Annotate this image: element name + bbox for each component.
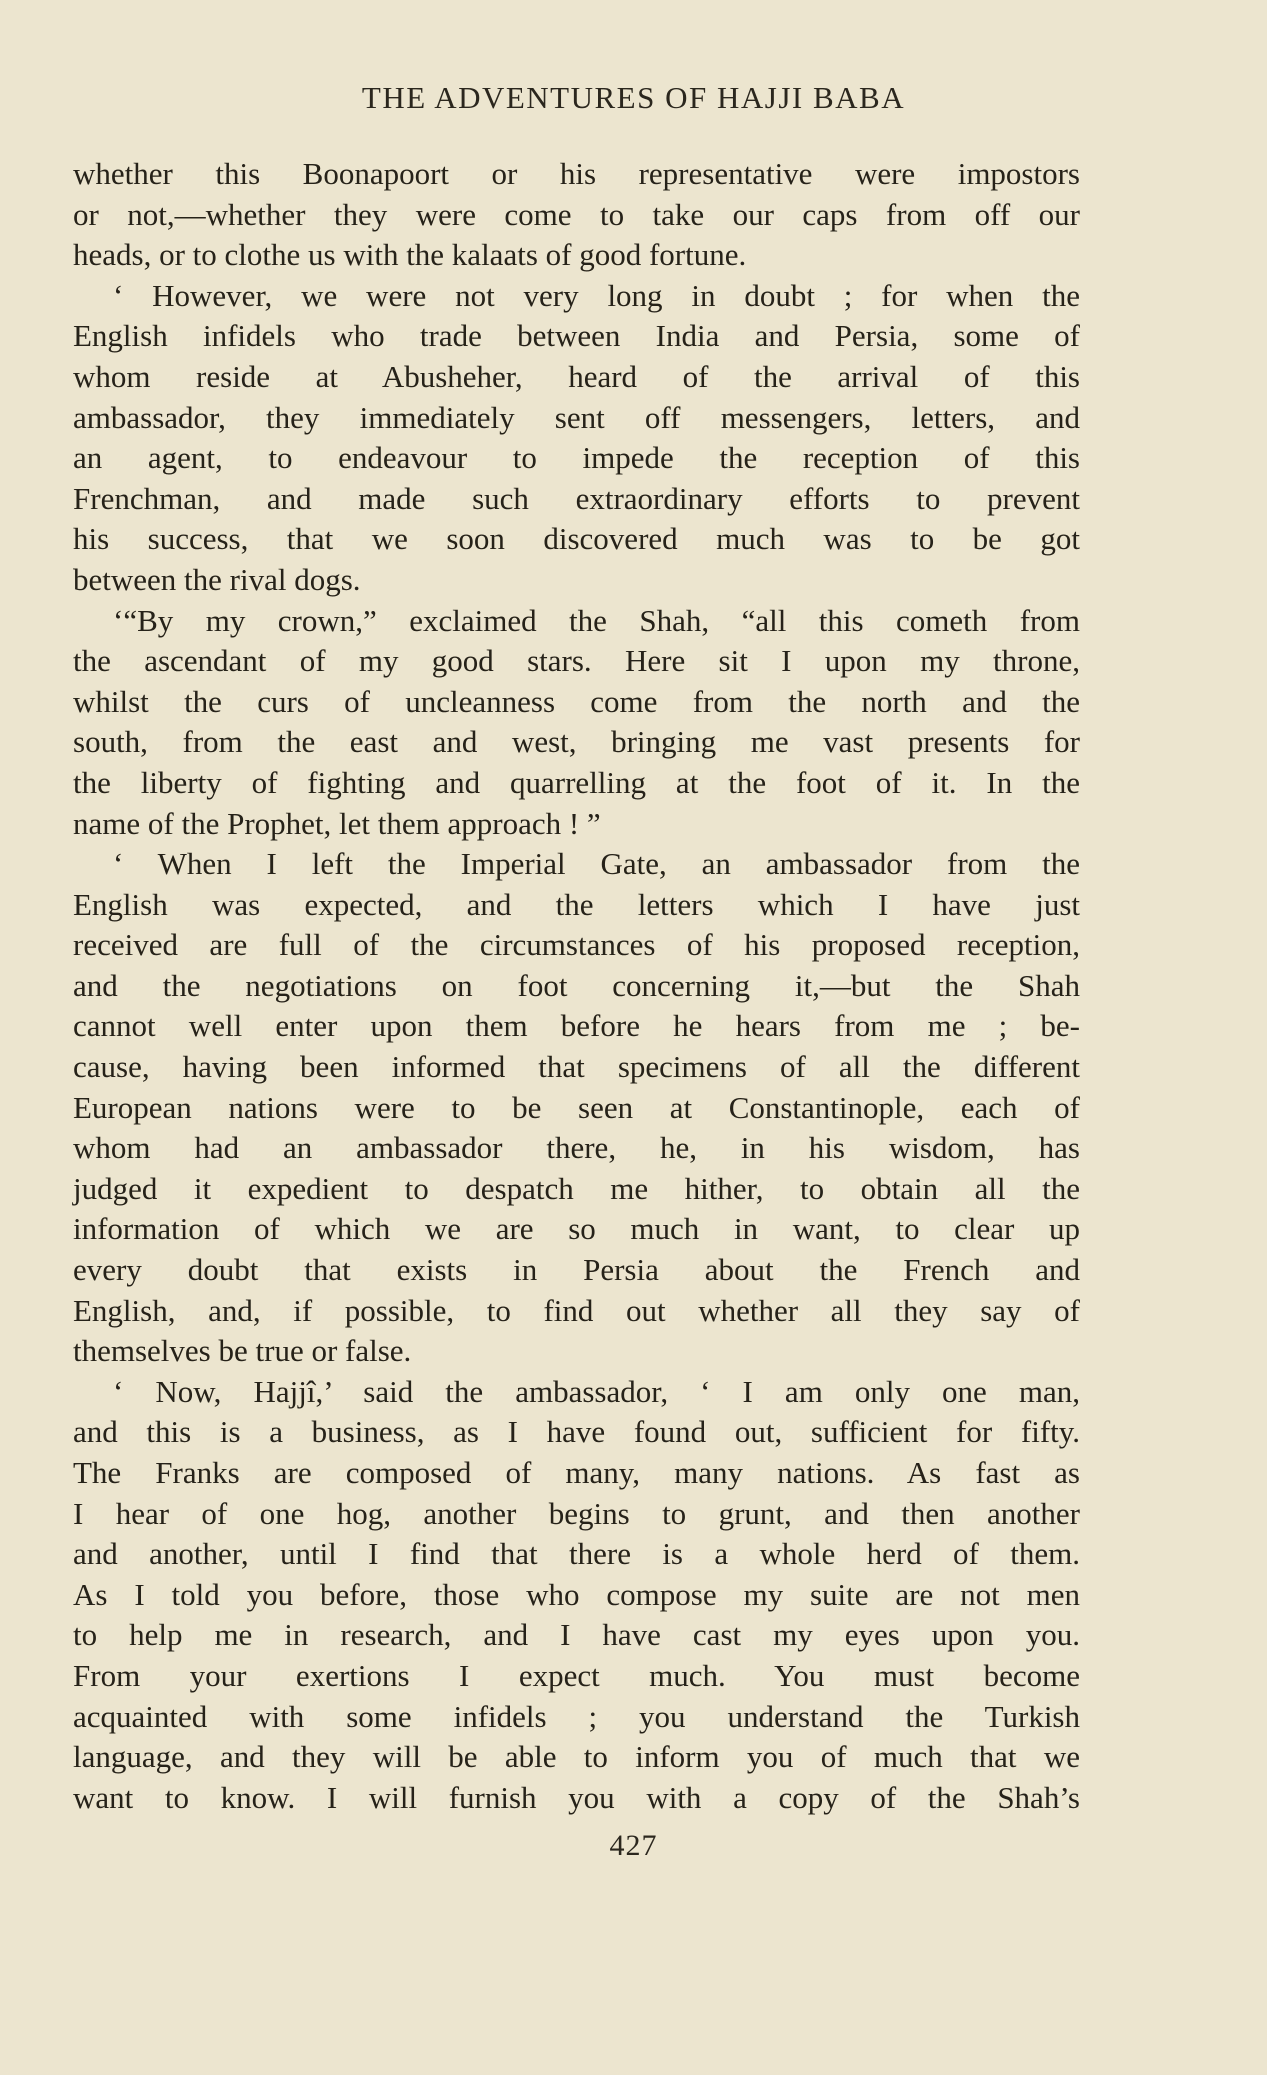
text-line: acquainted with some infidels ; you understand the Turkish [73,1698,1080,1734]
text-line: received are full of the circumstances of his proposed reception, [73,927,1080,963]
body-text [73,154,1080,1818]
text-line: ‘“By my crown,” exclaimed the Shah, “all this cometh from [113,602,1080,638]
text-line: information of which we are so much in want, to clear up [73,1211,1080,1247]
text-line: to help me in research, and I have cast my eyes upon you. [73,1617,1080,1653]
text-line: From your exertions I expect much. You must become [73,1657,1080,1693]
text-line: As I told you before, those who compose my suite are not men [73,1576,1080,1612]
running-head: THE ADVENTURES OF HAJJI BABA [361,80,906,115]
text-line: heads, or to clothe us with the kalaats of good fortune. [73,237,747,273]
text-line: whether this Boonapoort or his representative were impostors [73,156,1080,191]
text-line: English was expected, and the letters which I have just [73,886,1080,922]
text-line: ‘ Now, Hajjî,’ said the ambassador, ‘ I am only one man, [113,1373,1080,1409]
text-line: the ascendant of my good stars. Here sit I upon my throne, [73,643,1080,679]
text-line: European nations were to be seen at Constantinople, each of [73,1089,1080,1125]
text-line: Frenchman, and made such extraordinary efforts to prevent [73,480,1080,516]
text-line: ‘ However, we were not very long in doubt ; for when the [113,277,1080,313]
text-line: and another, until I find that there is a whole herd of them. [73,1536,1080,1572]
text-line: cause, having been informed that specimens of all the different [73,1049,1080,1085]
text-line: ‘ When I left the Imperial Gate, an ambassador from the [113,846,1080,882]
text-line: the liberty of fighting and quarrelling at the foot of it. In the [73,764,1080,800]
page-number: 427 [609,1829,658,1862]
text-line: English, and, if possible, to find out whether all they say of [73,1292,1080,1328]
text-line: his success, that we soon discovered much was to be got [73,521,1080,557]
text-line: whom reside at Abusheher, heard of the arrival of this [73,358,1080,394]
text-line: every doubt that exists in Persia about the French and [73,1252,1080,1288]
text-line: I hear of one hog, another begins to grunt, and then another [73,1495,1080,1531]
text-line: and the negotiations on foot concerning it,—but the Shah [73,967,1080,1003]
text-line: ambassador, they immediately sent off messengers, letters, and [73,399,1080,435]
text-line: whilst the curs of uncleanness come from the north and the [73,683,1080,719]
text-line: whom had an ambassador there, he, in his wisdom, has [73,1130,1080,1166]
text-line: and this is a business, as I have found out, sufficient for fifty. [73,1414,1080,1450]
text-line: judged it expedient to despatch me hither, to obtain all the [73,1170,1080,1206]
text-line: want to know. I will furnish you with a copy of the Shah’s [73,1779,1080,1815]
text-line: between the rival dogs. [73,561,361,597]
text-line: language, and they will be able to inform you of much that we [73,1739,1080,1775]
text-line: The Franks are composed of many, many nations. As fast as [73,1455,1080,1490]
text-line: an agent, to endeavour to impede the reception of this [73,440,1080,476]
text-line: English infidels who trade between India and Persia, some of [73,318,1080,354]
text-line: or not,—whether they were come to take our caps from off our [73,196,1080,232]
text-line: cannot well enter upon them before he hears from me ; be- [73,1008,1080,1044]
text-line: themselves be true or false. [73,1333,412,1369]
text-line: south, from the east and west, bringing me vast presents for [73,724,1080,760]
text-line: name of the Prophet, let them approach ! ” [73,805,601,841]
